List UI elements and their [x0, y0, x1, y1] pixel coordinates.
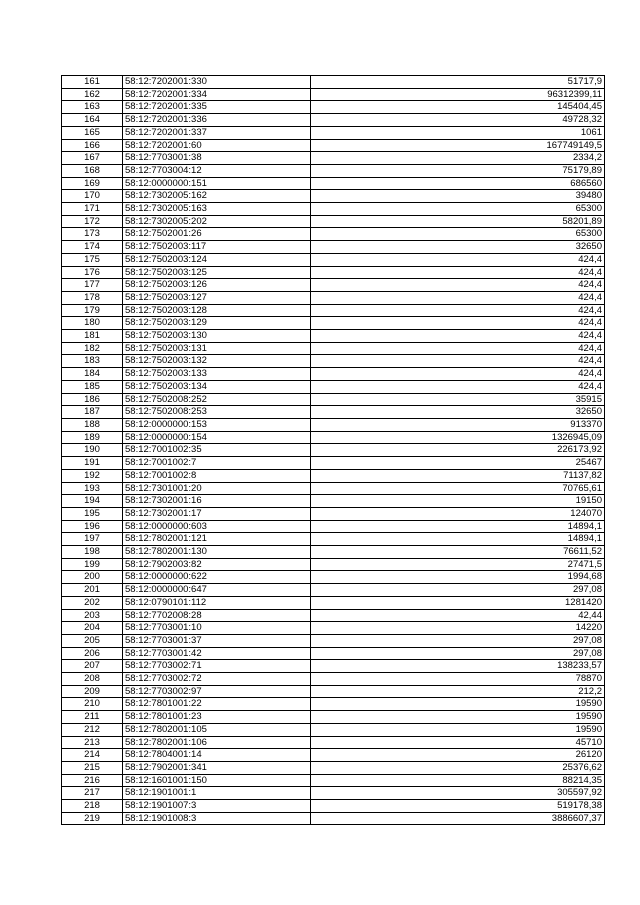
- row-number-cell: 171: [62, 203, 123, 216]
- cadastral-number-cell: 58:12:7703001:37: [123, 634, 311, 647]
- value-cell: 424,4: [311, 279, 605, 292]
- table-row: [62, 673, 605, 686]
- row-number-cell: 180: [62, 317, 123, 330]
- value-cell: 226173,92: [311, 444, 605, 457]
- row-number-cell: 182: [62, 342, 123, 355]
- value-cell: 71137,82: [311, 469, 605, 482]
- table-body: [62, 76, 605, 825]
- row-number-cell: 163: [62, 101, 123, 114]
- value-cell: 25467: [311, 457, 605, 470]
- cadastral-number-cell: 58:12:7502003:129: [123, 317, 311, 330]
- row-number-cell: 200: [62, 571, 123, 584]
- row-number-cell: 213: [62, 736, 123, 749]
- table-row: [62, 482, 605, 495]
- value-cell: 2334,2: [311, 152, 605, 165]
- table-row: [62, 114, 605, 127]
- row-number-cell: 198: [62, 546, 123, 559]
- value-cell: 1061: [311, 126, 605, 139]
- value-cell: 45710: [311, 736, 605, 749]
- cadastral-number-cell: 58:12:7703002:97: [123, 685, 311, 698]
- value-cell: 96312399,11: [311, 88, 605, 101]
- value-cell: 1994,68: [311, 571, 605, 584]
- cadastral-number-cell: 58:12:7502003:132: [123, 355, 311, 368]
- cadastral-number-cell: 58:12:7202001:60: [123, 139, 311, 152]
- row-number-cell: 174: [62, 241, 123, 254]
- table-row: [62, 558, 605, 571]
- cadastral-number-cell: 58:12:7801001:23: [123, 711, 311, 724]
- table-row: [62, 444, 605, 457]
- value-cell: 49728,32: [311, 114, 605, 127]
- row-number-cell: 195: [62, 507, 123, 520]
- cadastral-number-cell: 58:12:1601001:150: [123, 774, 311, 787]
- value-cell: 297,08: [311, 584, 605, 597]
- cadastral-number-cell: 58:12:7202001:335: [123, 101, 311, 114]
- value-cell: 3886607,37: [311, 812, 605, 825]
- cadastral-number-cell: 58:12:7302001:17: [123, 507, 311, 520]
- cadastral-number-cell: 58:12:0000000:622: [123, 571, 311, 584]
- table-row: [62, 685, 605, 698]
- row-number-cell: 187: [62, 406, 123, 419]
- cadastral-number-cell: 58:12:0000000:647: [123, 584, 311, 597]
- table-row: [62, 228, 605, 241]
- cadastral-number-cell: 58:12:7702008:28: [123, 609, 311, 622]
- row-number-cell: 214: [62, 749, 123, 762]
- cadastral-number-cell: 58:12:7001002:7: [123, 457, 311, 470]
- table-row: [62, 418, 605, 431]
- value-cell: 297,08: [311, 634, 605, 647]
- table-row: [62, 533, 605, 546]
- table-row: [62, 139, 605, 152]
- value-cell: 26120: [311, 749, 605, 762]
- value-cell: 424,4: [311, 291, 605, 304]
- table-row: [62, 304, 605, 317]
- row-number-cell: 206: [62, 647, 123, 660]
- table-row: [62, 152, 605, 165]
- row-number-cell: 196: [62, 520, 123, 533]
- table-row: [62, 622, 605, 635]
- table-row: [62, 634, 605, 647]
- cadastral-number-cell: 58:12:7502003:127: [123, 291, 311, 304]
- table-row: [62, 291, 605, 304]
- cadastral-number-cell: 58:12:7802001:121: [123, 533, 311, 546]
- row-number-cell: 193: [62, 482, 123, 495]
- row-number-cell: 185: [62, 380, 123, 393]
- cadastral-number-cell: 58:12:7502003:133: [123, 368, 311, 381]
- row-number-cell: 161: [62, 76, 123, 89]
- table-row: [62, 266, 605, 279]
- value-cell: 58201,89: [311, 215, 605, 228]
- table-row: [62, 253, 605, 266]
- table-row: [62, 698, 605, 711]
- table-row: [62, 164, 605, 177]
- row-number-cell: 194: [62, 495, 123, 508]
- cadastral-number-cell: 58:12:7502003:134: [123, 380, 311, 393]
- value-cell: 70765,61: [311, 482, 605, 495]
- cadastral-number-cell: 58:12:0790101:112: [123, 596, 311, 609]
- cadastral-number-cell: 58:12:7502003:128: [123, 304, 311, 317]
- table-row: [62, 317, 605, 330]
- row-number-cell: 209: [62, 685, 123, 698]
- table-row: [62, 126, 605, 139]
- cadastral-number-cell: 58:12:1901001:1: [123, 787, 311, 800]
- row-number-cell: 203: [62, 609, 123, 622]
- table-row: [62, 368, 605, 381]
- cadastral-number-cell: 58:12:7902001:341: [123, 761, 311, 774]
- value-cell: 39480: [311, 190, 605, 203]
- table-row: [62, 355, 605, 368]
- value-cell: 42,44: [311, 609, 605, 622]
- row-number-cell: 164: [62, 114, 123, 127]
- table-row: [62, 101, 605, 114]
- cadastral-number-cell: 58:12:7703001:42: [123, 647, 311, 660]
- cadastral-number-cell: 58:12:0000000:154: [123, 431, 311, 444]
- cadastral-number-cell: 58:12:7802001:105: [123, 723, 311, 736]
- cadastral-number-cell: 58:12:7502008:252: [123, 393, 311, 406]
- value-cell: 1281420: [311, 596, 605, 609]
- row-number-cell: 205: [62, 634, 123, 647]
- row-number-cell: 199: [62, 558, 123, 571]
- cadastral-number-cell: 58:12:7302005:202: [123, 215, 311, 228]
- row-number-cell: 177: [62, 279, 123, 292]
- value-cell: 424,4: [311, 355, 605, 368]
- table-row: [62, 241, 605, 254]
- table-row: [62, 723, 605, 736]
- table-row: [62, 457, 605, 470]
- value-cell: 424,4: [311, 342, 605, 355]
- cadastral-number-cell: 58:12:7302005:162: [123, 190, 311, 203]
- table-row: [62, 215, 605, 228]
- row-number-cell: 166: [62, 139, 123, 152]
- cadastral-number-cell: 58:12:7301001:20: [123, 482, 311, 495]
- row-number-cell: 215: [62, 761, 123, 774]
- cadastral-number-cell: 58:12:7302005:163: [123, 203, 311, 216]
- table-row: [62, 177, 605, 190]
- value-cell: 88214,35: [311, 774, 605, 787]
- row-number-cell: 162: [62, 88, 123, 101]
- row-number-cell: 191: [62, 457, 123, 470]
- row-number-cell: 192: [62, 469, 123, 482]
- row-number-cell: 197: [62, 533, 123, 546]
- table-row: [62, 596, 605, 609]
- value-cell: 65300: [311, 203, 605, 216]
- cadastral-number-cell: 58:12:7302001:16: [123, 495, 311, 508]
- cadastral-number-cell: 58:12:7502003:124: [123, 253, 311, 266]
- value-cell: 424,4: [311, 253, 605, 266]
- value-cell: 75179,89: [311, 164, 605, 177]
- value-cell: 32650: [311, 241, 605, 254]
- value-cell: 25376,62: [311, 761, 605, 774]
- row-number-cell: 211: [62, 711, 123, 724]
- cadastral-number-cell: 58:12:7801001:22: [123, 698, 311, 711]
- value-cell: 51717,9: [311, 76, 605, 89]
- cadastral-number-cell: 58:12:7703001:10: [123, 622, 311, 635]
- table-row: [62, 584, 605, 597]
- value-cell: 32650: [311, 406, 605, 419]
- row-number-cell: 190: [62, 444, 123, 457]
- value-cell: 35915: [311, 393, 605, 406]
- row-number-cell: 172: [62, 215, 123, 228]
- cadastral-number-cell: 58:12:7703002:71: [123, 660, 311, 673]
- value-cell: 19590: [311, 698, 605, 711]
- value-cell: 19590: [311, 711, 605, 724]
- row-number-cell: 170: [62, 190, 123, 203]
- table-row: [62, 330, 605, 343]
- table-row: [62, 736, 605, 749]
- row-number-cell: 186: [62, 393, 123, 406]
- value-cell: 14894,1: [311, 533, 605, 546]
- row-number-cell: 179: [62, 304, 123, 317]
- value-cell: 124070: [311, 507, 605, 520]
- table-row: [62, 393, 605, 406]
- table-row: [62, 520, 605, 533]
- table-row: [62, 279, 605, 292]
- row-number-cell: 188: [62, 418, 123, 431]
- row-number-cell: 184: [62, 368, 123, 381]
- row-number-cell: 218: [62, 800, 123, 813]
- row-number-cell: 216: [62, 774, 123, 787]
- cadastral-number-cell: 58:12:7902003:82: [123, 558, 311, 571]
- cadastral-number-cell: 58:12:7202001:336: [123, 114, 311, 127]
- value-cell: 519178,38: [311, 800, 605, 813]
- cadastral-number-cell: 58:12:0000000:603: [123, 520, 311, 533]
- table-row: [62, 774, 605, 787]
- value-cell: 297,08: [311, 647, 605, 660]
- cadastral-number-cell: 58:12:7502003:131: [123, 342, 311, 355]
- row-number-cell: 169: [62, 177, 123, 190]
- row-number-cell: 208: [62, 673, 123, 686]
- table-row: [62, 342, 605, 355]
- cadastral-number-cell: 58:12:7001002:35: [123, 444, 311, 457]
- table-row: [62, 507, 605, 520]
- value-cell: 1326945,09: [311, 431, 605, 444]
- row-number-cell: 165: [62, 126, 123, 139]
- cadastral-number-cell: 58:12:7001002:8: [123, 469, 311, 482]
- cadastral-number-cell: 58:12:7202001:337: [123, 126, 311, 139]
- cadastral-number-cell: 58:12:7703002:72: [123, 673, 311, 686]
- row-number-cell: 176: [62, 266, 123, 279]
- cadastral-number-cell: 58:12:7703004:12: [123, 164, 311, 177]
- value-cell: 14220: [311, 622, 605, 635]
- cadastral-number-cell: 58:12:1901008:3: [123, 812, 311, 825]
- cadastral-number-cell: 58:12:7202001:330: [123, 76, 311, 89]
- table-row: [62, 749, 605, 762]
- table-row: [62, 88, 605, 101]
- cadastral-number-cell: 58:12:7703001:38: [123, 152, 311, 165]
- cadastral-number-cell: 58:12:7502003:125: [123, 266, 311, 279]
- table-row: [62, 660, 605, 673]
- table-row: [62, 711, 605, 724]
- value-cell: 424,4: [311, 368, 605, 381]
- value-cell: 76611,52: [311, 546, 605, 559]
- cadastral-number-cell: 58:12:7802001:130: [123, 546, 311, 559]
- row-number-cell: 202: [62, 596, 123, 609]
- table-row: [62, 469, 605, 482]
- row-number-cell: 217: [62, 787, 123, 800]
- row-number-cell: 178: [62, 291, 123, 304]
- table-row: [62, 787, 605, 800]
- cadastral-number-cell: 58:12:1901007:3: [123, 800, 311, 813]
- value-cell: 27471,5: [311, 558, 605, 571]
- table-row: [62, 546, 605, 559]
- value-cell: 167749149,5: [311, 139, 605, 152]
- cadastral-number-cell: 58:12:7502003:117: [123, 241, 311, 254]
- value-cell: 212,2: [311, 685, 605, 698]
- row-number-cell: 181: [62, 330, 123, 343]
- cadastral-number-cell: 58:12:7502003:130: [123, 330, 311, 343]
- value-cell: 424,4: [311, 304, 605, 317]
- cadastral-number-cell: 58:12:0000000:153: [123, 418, 311, 431]
- value-cell: 424,4: [311, 380, 605, 393]
- row-number-cell: 207: [62, 660, 123, 673]
- row-number-cell: 189: [62, 431, 123, 444]
- row-number-cell: 173: [62, 228, 123, 241]
- row-number-cell: 204: [62, 622, 123, 635]
- cadastral-number-cell: 58:12:0000000:151: [123, 177, 311, 190]
- table-row: [62, 609, 605, 622]
- value-cell: 78870: [311, 673, 605, 686]
- value-cell: 424,4: [311, 330, 605, 343]
- value-cell: 305597,92: [311, 787, 605, 800]
- table-row: [62, 647, 605, 660]
- value-cell: 19150: [311, 495, 605, 508]
- cadastral-number-cell: 58:12:7502008:253: [123, 406, 311, 419]
- row-number-cell: 175: [62, 253, 123, 266]
- cadastral-number-cell: 58:12:7502003:126: [123, 279, 311, 292]
- row-number-cell: 201: [62, 584, 123, 597]
- table-row: [62, 76, 605, 89]
- value-cell: 424,4: [311, 266, 605, 279]
- row-number-cell: 167: [62, 152, 123, 165]
- value-cell: 14894,1: [311, 520, 605, 533]
- cadastral-number-cell: 58:12:7202001:334: [123, 88, 311, 101]
- value-cell: 145404,45: [311, 101, 605, 114]
- table-row: [62, 495, 605, 508]
- table-row: [62, 800, 605, 813]
- table-row: [62, 761, 605, 774]
- value-cell: 686560: [311, 177, 605, 190]
- table-row: [62, 571, 605, 584]
- cadastral-number-cell: 58:12:7804001:14: [123, 749, 311, 762]
- table-row: [62, 203, 605, 216]
- table-row: [62, 380, 605, 393]
- table-row: [62, 431, 605, 444]
- row-number-cell: 183: [62, 355, 123, 368]
- row-number-cell: 212: [62, 723, 123, 736]
- value-cell: 19590: [311, 723, 605, 736]
- table-row: [62, 812, 605, 825]
- value-cell: 913370: [311, 418, 605, 431]
- value-cell: 424,4: [311, 317, 605, 330]
- row-number-cell: 210: [62, 698, 123, 711]
- table-row: [62, 190, 605, 203]
- cadastral-number-cell: 58:12:7502001:26: [123, 228, 311, 241]
- row-number-cell: 168: [62, 164, 123, 177]
- data-table: [61, 75, 605, 825]
- value-cell: 65300: [311, 228, 605, 241]
- value-cell: 138233,57: [311, 660, 605, 673]
- row-number-cell: 219: [62, 812, 123, 825]
- table-row: [62, 406, 605, 419]
- cadastral-number-cell: 58:12:7802001:106: [123, 736, 311, 749]
